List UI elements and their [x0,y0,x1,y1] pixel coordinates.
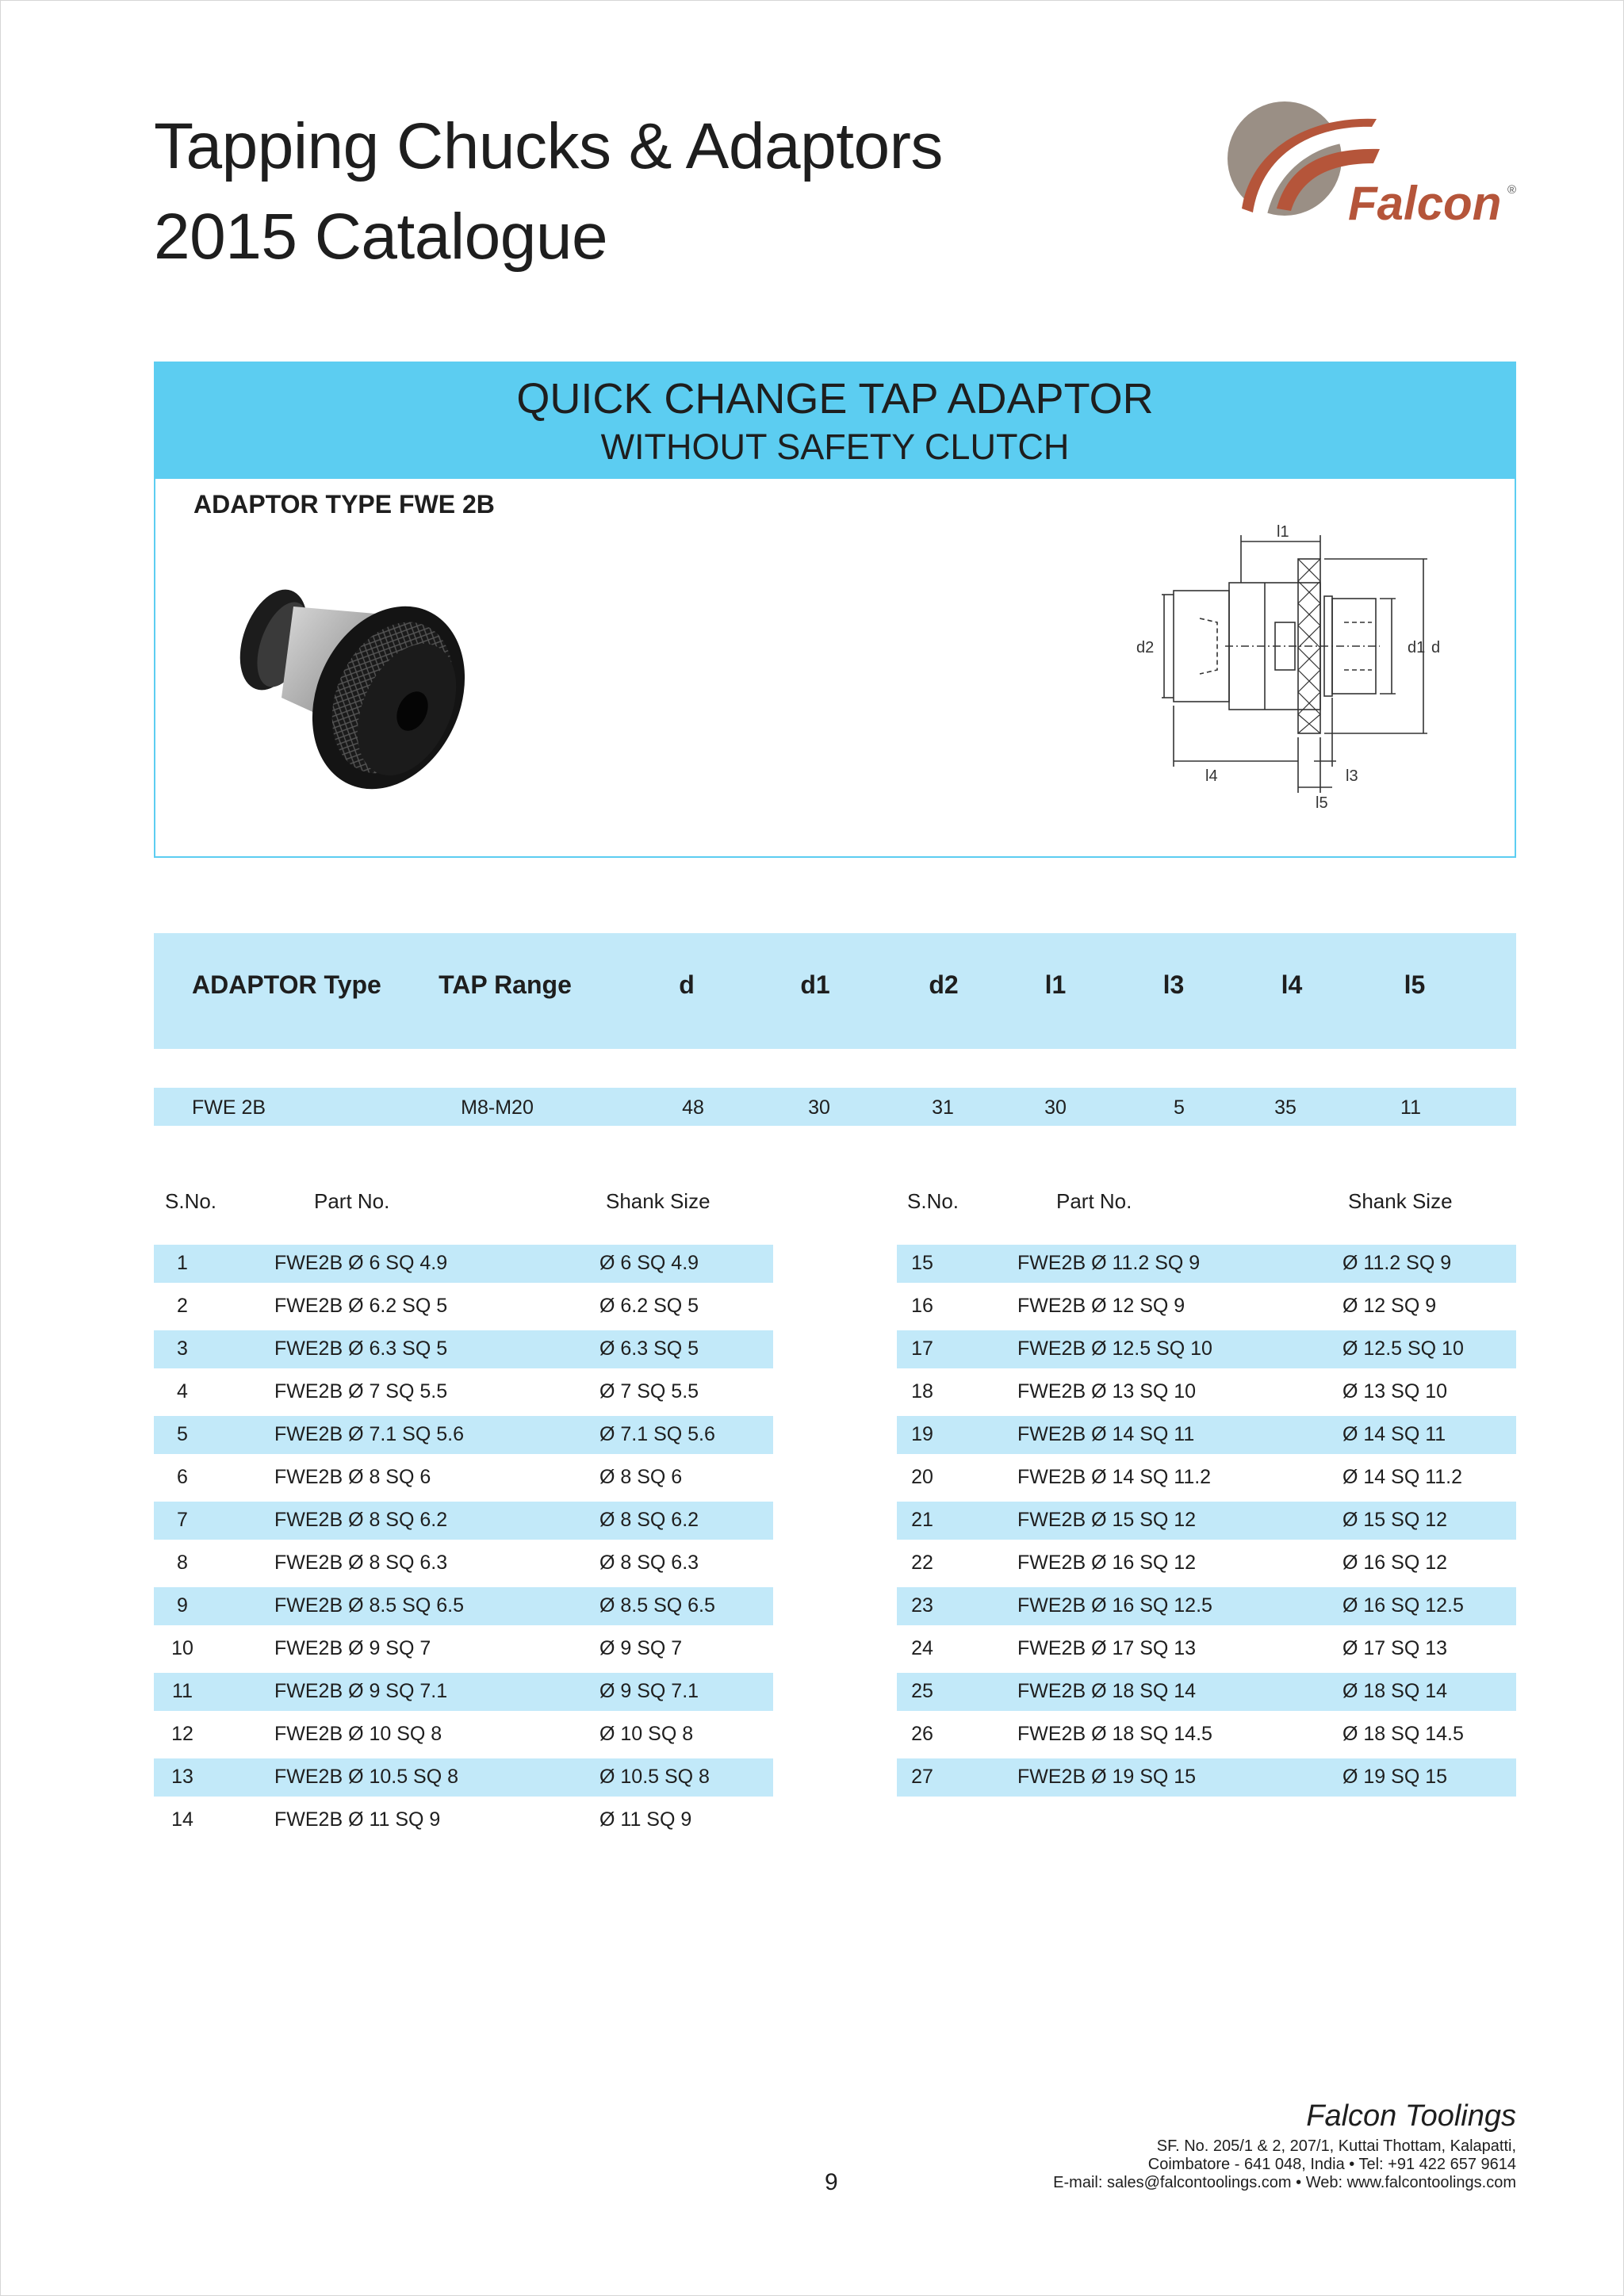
spec-cell-d1: 30 [808,1096,830,1119]
sno-cell: 22 [911,1552,933,1574]
shank-size-cell: Ø 10 SQ 8 [599,1723,694,1745]
spec-cell-l1: 30 [1044,1096,1067,1119]
parts-right-col-part: Part No. [1056,1189,1132,1213]
shank-size-cell: Ø 7 SQ 5.5 [599,1380,699,1402]
dim-label-l5: l5 [1316,794,1328,812]
part-no-cell: FWE2B Ø 6.2 SQ 5 [274,1295,448,1317]
shank-size-cell: Ø 15 SQ 12 [1342,1509,1448,1531]
parts-right-col-sno: S.No. [907,1189,959,1213]
sno-cell: 27 [911,1766,933,1788]
tap-adaptor-product-image [226,567,488,805]
shank-size-cell: Ø 18 SQ 14.5 [1342,1723,1464,1745]
spec-table-row [154,1088,1516,1126]
sno-cell: 9 [177,1594,188,1617]
table-row [897,1587,1516,1625]
table-row [154,1758,773,1797]
sno-cell: 17 [911,1337,933,1360]
table-row [154,1716,773,1754]
tap-adaptor-technical-drawing [1106,519,1463,821]
table-row [897,1373,1516,1411]
part-no-cell: FWE2B Ø 11 SQ 9 [274,1808,441,1831]
adaptor-type-label: ADAPTOR TYPE FWE 2B [193,490,495,519]
spec-col-adaptor-type: ADAPTOR Type [192,970,381,999]
table-row [897,1716,1516,1754]
spec-col-tap-range: TAP Range [439,970,572,999]
parts-left-col-part: Part No. [314,1189,390,1213]
shank-size-cell: Ø 6 SQ 4.9 [599,1252,699,1274]
spec-cell-l5: 11 [1400,1096,1421,1119]
shank-size-cell: Ø 12.5 SQ 10 [1342,1337,1464,1360]
spec-col-l5: l5 [1404,970,1426,999]
spec-cell-tap-range: M8-M20 [461,1096,534,1119]
table-row [897,1459,1516,1497]
sno-cell: 18 [911,1380,933,1402]
catalogue-subtitle: 2015 Catalogue [154,201,608,273]
part-no-cell: FWE2B Ø 12 SQ 9 [1017,1295,1185,1317]
sno-cell: 12 [171,1723,193,1745]
part-no-cell: FWE2B Ø 9 SQ 7 [274,1637,431,1659]
part-no-cell: FWE2B Ø 8.5 SQ 6.5 [274,1594,464,1617]
sno-cell: 23 [911,1594,933,1617]
part-no-cell: FWE2B Ø 6.3 SQ 5 [274,1337,448,1360]
sno-cell: 10 [171,1637,193,1659]
spec-cell-d: 48 [682,1096,704,1119]
shank-size-cell: Ø 9 SQ 7.1 [599,1680,699,1702]
shank-size-cell: Ø 9 SQ 7 [599,1637,683,1659]
shank-size-cell: Ø 12 SQ 9 [1342,1295,1437,1317]
product-banner [154,362,1516,479]
spec-cell-l4: 35 [1274,1096,1297,1119]
table-row [897,1330,1516,1368]
table-row [897,1630,1516,1668]
sno-cell: 15 [911,1252,933,1274]
part-no-cell: FWE2B Ø 12.5 SQ 10 [1017,1337,1212,1360]
spec-cell-l3: 5 [1174,1096,1185,1119]
part-no-cell: FWE2B Ø 18 SQ 14 [1017,1680,1197,1702]
spec-cell-adaptor-type: FWE 2B [192,1096,266,1119]
table-row [154,1330,773,1368]
dim-label-d2: d2 [1136,639,1155,656]
shank-size-cell: Ø 10.5 SQ 8 [599,1766,710,1788]
footer-company-name: Falcon Toolings [1306,2099,1516,2133]
sno-cell: 6 [177,1466,188,1488]
table-row [154,1630,773,1668]
table-row [897,1544,1516,1582]
table-row [154,1544,773,1582]
part-no-cell: FWE2B Ø 8 SQ 6 [274,1466,431,1488]
sno-cell: 13 [171,1766,193,1788]
banner-title: QUICK CHANGE TAP ADAPTOR [516,375,1154,423]
table-row [154,1459,773,1497]
dim-label-l3: l3 [1346,767,1358,785]
part-no-cell: FWE2B Ø 19 SQ 15 [1017,1766,1197,1788]
table-row [154,1288,773,1326]
part-no-cell: FWE2B Ø 18 SQ 14.5 [1017,1723,1212,1745]
part-no-cell: FWE2B Ø 16 SQ 12 [1017,1552,1197,1574]
table-row [154,1673,773,1711]
sno-cell: 20 [911,1466,933,1488]
table-row [154,1801,773,1839]
spec-col-l1: l1 [1044,970,1067,999]
spec-cell-d2: 31 [932,1096,954,1119]
parts-left-col-shank: Shank Size [606,1189,710,1213]
sno-cell: 11 [172,1680,193,1702]
part-no-cell: FWE2B Ø 17 SQ 13 [1017,1637,1197,1659]
part-no-cell: FWE2B Ø 13 SQ 10 [1017,1380,1197,1402]
dim-label-d1: d1 [1408,639,1426,656]
sno-cell: 24 [911,1637,933,1659]
table-row [154,1587,773,1625]
registered-mark: ® [1507,183,1517,197]
shank-size-cell: Ø 8 SQ 6.3 [599,1552,699,1574]
sno-cell: 26 [911,1723,933,1745]
footer-address-line2: Coimbatore - 641 048, India • Tel: +91 422 657 9614 [1147,2156,1516,2173]
sno-cell: 4 [177,1380,188,1402]
table-row [154,1416,773,1454]
shank-size-cell: Ø 6.3 SQ 5 [599,1337,699,1360]
sno-cell: 25 [911,1680,933,1702]
part-no-cell: FWE2B Ø 10 SQ 8 [274,1723,442,1745]
part-no-cell: FWE2B Ø 10.5 SQ 8 [274,1766,459,1788]
shank-size-cell: Ø 8 SQ 6.2 [599,1509,699,1531]
shank-size-cell: Ø 16 SQ 12.5 [1342,1594,1464,1617]
part-no-cell: FWE2B Ø 9 SQ 7.1 [274,1680,448,1702]
sno-cell: 16 [911,1295,933,1317]
part-no-cell: FWE2B Ø 14 SQ 11 [1017,1423,1195,1445]
shank-size-cell: Ø 19 SQ 15 [1342,1766,1448,1788]
dim-label-l1: l1 [1277,523,1289,541]
table-row [154,1502,773,1540]
spec-col-l4: l4 [1281,970,1303,999]
parts-right-col-shank: Shank Size [1348,1189,1453,1213]
spec-col-d1: d1 [800,970,830,999]
part-no-cell: FWE2B Ø 7 SQ 5.5 [274,1380,448,1402]
banner-subtitle: WITHOUT SAFETY CLUTCH [600,427,1070,467]
spec-col-l3: l3 [1162,970,1185,999]
shank-size-cell: Ø 14 SQ 11 [1342,1423,1446,1445]
dim-label-d: d [1431,639,1441,656]
part-no-cell: FWE2B Ø 7.1 SQ 5.6 [274,1423,464,1445]
shank-size-cell: Ø 16 SQ 12 [1342,1552,1448,1574]
shank-size-cell: Ø 11 SQ 9 [599,1808,692,1831]
spec-col-d2: d2 [929,970,959,999]
parts-left-col-sno: S.No. [165,1189,217,1213]
part-no-cell: FWE2B Ø 14 SQ 11.2 [1017,1466,1212,1488]
table-row [154,1245,773,1283]
sno-cell: 3 [177,1337,188,1360]
shank-size-cell: Ø 6.2 SQ 5 [599,1295,699,1317]
footer-address-line1: SF. No. 205/1 & 2, 207/1, Kuttai Thottam, Kalapatti, [1156,2137,1516,2155]
shank-size-cell: Ø 13 SQ 10 [1342,1380,1448,1402]
sno-cell: 1 [177,1252,188,1274]
part-no-cell: FWE2B Ø 11.2 SQ 9 [1017,1252,1201,1274]
shank-size-cell: Ø 18 SQ 14 [1342,1680,1448,1702]
shank-size-cell: Ø 7.1 SQ 5.6 [599,1423,715,1445]
sno-cell: 2 [177,1295,188,1317]
sno-cell: 5 [177,1423,188,1445]
table-row [897,1416,1516,1454]
part-no-cell: FWE2B Ø 8 SQ 6.2 [274,1509,448,1531]
footer-contact: E-mail: sales@falcontoolings.com • Web: www.falcontoolings.com [1053,2174,1516,2191]
table-row [897,1502,1516,1540]
part-no-cell: FWE2B Ø 15 SQ 12 [1017,1509,1197,1531]
shank-size-cell: Ø 8 SQ 6 [599,1466,683,1488]
page-number: 9 [825,2169,838,2195]
sno-cell: 14 [171,1808,193,1831]
sno-cell: 19 [911,1423,933,1445]
table-row [897,1288,1516,1326]
sno-cell: 21 [911,1509,933,1531]
dim-label-l4: l4 [1205,767,1218,785]
brand-name: Falcon [1348,177,1502,230]
table-row [897,1758,1516,1797]
spec-col-d: d [679,970,695,999]
table-row [154,1373,773,1411]
part-no-cell: FWE2B Ø 16 SQ 12.5 [1017,1594,1212,1617]
shank-size-cell: Ø 17 SQ 13 [1342,1637,1448,1659]
catalogue-title: Tapping Chucks & Adaptors [154,110,943,182]
table-row [897,1673,1516,1711]
sno-cell: 7 [177,1509,188,1531]
table-row [897,1245,1516,1283]
part-no-cell: FWE2B Ø 6 SQ 4.9 [274,1252,448,1274]
sno-cell: 8 [177,1552,188,1574]
shank-size-cell: Ø 11.2 SQ 9 [1342,1252,1452,1274]
shank-size-cell: Ø 8.5 SQ 6.5 [599,1594,715,1617]
shank-size-cell: Ø 14 SQ 11.2 [1342,1466,1463,1488]
part-no-cell: FWE2B Ø 8 SQ 6.3 [274,1552,448,1574]
